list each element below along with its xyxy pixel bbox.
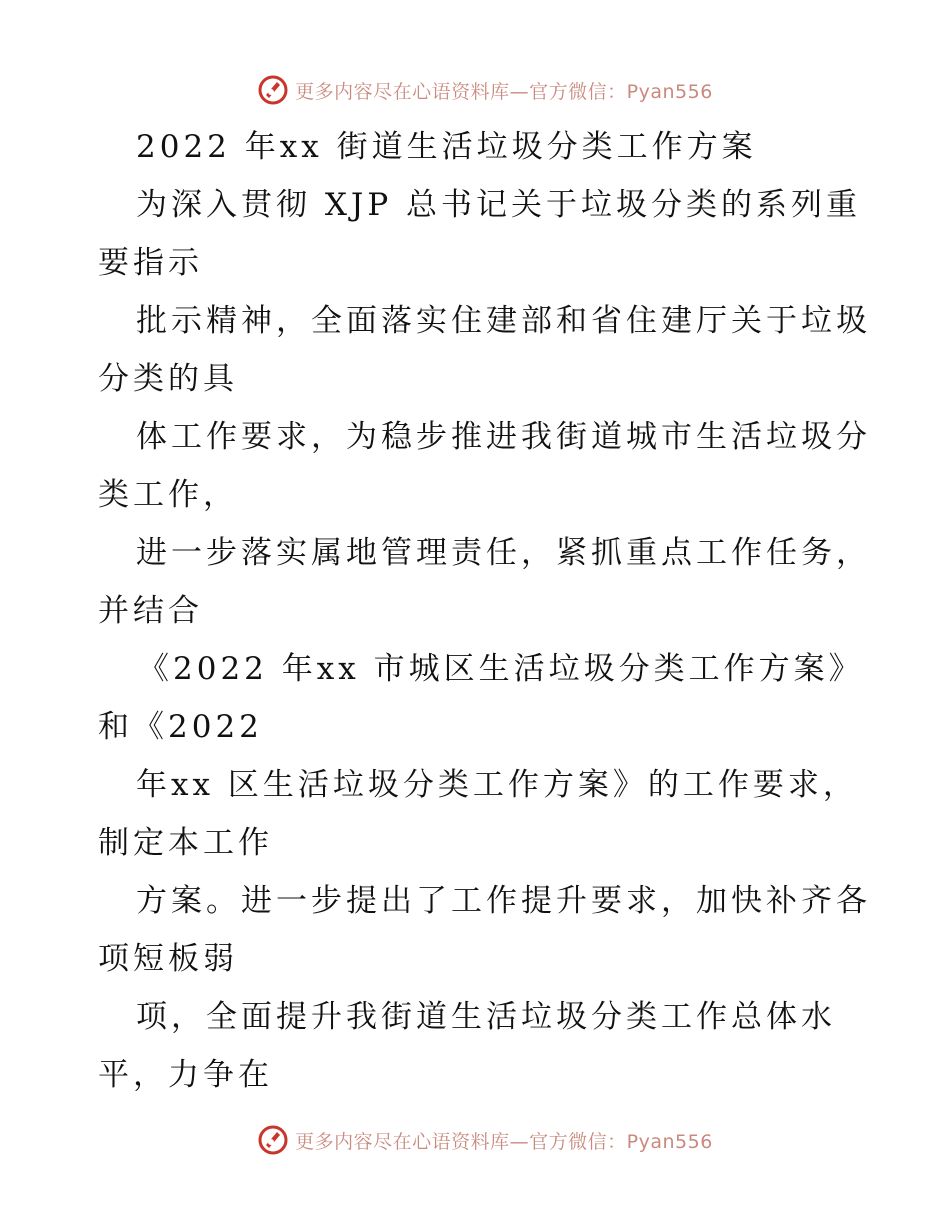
text-line: 批示精神，全面落实住建部和省住建厅关于垃圾: [136, 303, 871, 339]
red-circle-emblem-icon: [257, 1124, 289, 1156]
watermark-text: 更多内容尽在心语资料库—官方微信：Pyan556: [295, 1130, 713, 1153]
text-line: 和《2022: [98, 709, 263, 745]
text-line: 要指示: [98, 245, 203, 281]
text-line: 项，全面提升我街道生活垃圾分类工作总体水: [136, 999, 836, 1035]
text-line: 并结合: [98, 593, 203, 629]
watermark-text: 更多内容尽在心语资料库—官方微信：Pyan556: [295, 80, 713, 103]
text-line: 进一步落实属地管理责任，紧抓重点工作任务，: [136, 535, 871, 571]
text-line: 项短板弱: [98, 941, 238, 977]
document-body: [98, 118, 878, 1104]
text-line: 年xx 区生活垃圾分类工作方案》的工作要求，: [136, 767, 858, 803]
document-title: 2022 年xx 街道生活垃圾分类工作方案: [136, 129, 757, 165]
text-line: 为深入贯彻 XJP 总书记关于垃圾分类的系列重: [136, 187, 862, 223]
text-line: 制定本工作: [98, 825, 273, 861]
text-line: 平，力争在: [98, 1057, 273, 1093]
text-line: 类工作，: [98, 477, 238, 513]
text-line: 方案。进一步提出了工作提升要求，加快补齐各: [136, 883, 871, 919]
text-line: 分类的具: [98, 361, 238, 397]
header-watermark: [0, 70, 950, 110]
red-circle-emblem-icon: [257, 74, 289, 106]
text-line: 体工作要求，为稳步推进我街道城市生活垃圾分: [136, 419, 871, 455]
footer-watermark: [0, 1120, 950, 1160]
text-line: 《2022 年xx 市城区生活垃圾分类工作方案》: [138, 651, 864, 687]
